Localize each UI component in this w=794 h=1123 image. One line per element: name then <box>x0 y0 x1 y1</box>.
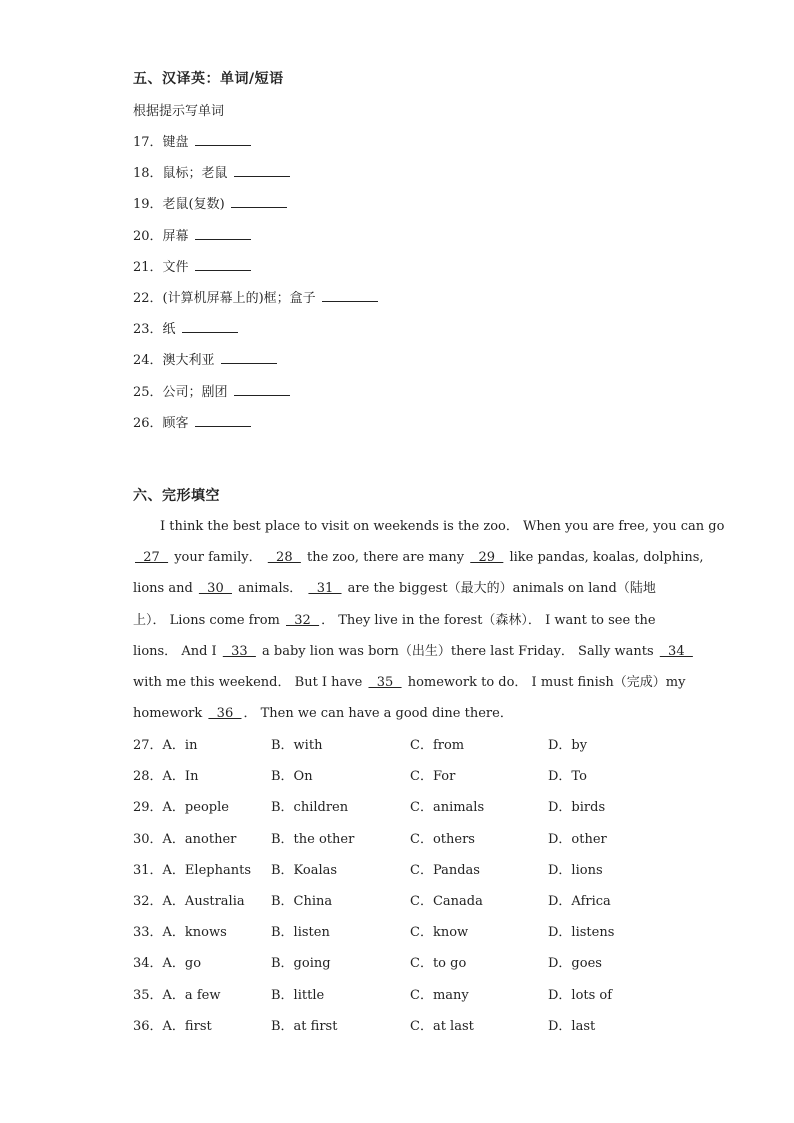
answer-option[interactable]: C．Canada <box>410 894 483 909</box>
answer-option[interactable]: 36．A．first <box>133 1018 212 1034</box>
question-row <box>133 1015 663 1034</box>
cloze-blank[interactable]: 33 <box>222 643 256 659</box>
vocab-prompt: 21．文件 <box>133 259 189 275</box>
answer-option[interactable]: C．others <box>410 831 475 847</box>
answer-option[interactable]: B．On <box>271 769 313 785</box>
question-row <box>133 765 663 785</box>
vocab-item <box>133 381 290 400</box>
cloze-blank[interactable]: 35 <box>368 675 402 690</box>
passage-line <box>133 546 704 566</box>
answer-option[interactable]: 31．A．Elephants <box>133 862 251 878</box>
section-6-title: 六、完形填空 <box>133 488 220 504</box>
answer-option[interactable]: 34．A．go <box>133 956 202 972</box>
question-row <box>133 984 663 1003</box>
answer-blank[interactable] <box>195 414 251 427</box>
answer-blank[interactable] <box>221 351 277 364</box>
vocab-item <box>133 318 238 337</box>
vocab-prompt: 25．公司；剧团 <box>133 384 228 400</box>
answer-blank[interactable] <box>182 320 238 333</box>
passage-text: are the biggest（最大的）animals on land（陆地 <box>343 581 656 597</box>
cloze-blank[interactable]: 31 <box>308 581 342 597</box>
passage-text: ． They live in the forest（森林）． I want to see the <box>321 612 656 628</box>
passage-text: homework <box>133 706 207 722</box>
vocab-prompt: 23．纸 <box>133 322 176 338</box>
cloze-blank[interactable]: 36 <box>208 706 242 722</box>
question-row <box>133 859 663 878</box>
question-row <box>133 828 663 847</box>
passage-line <box>133 577 663 596</box>
answer-option[interactable]: D．lions <box>548 862 603 878</box>
answer-option[interactable]: B．with <box>271 738 323 753</box>
answer-option[interactable]: 28．A．In <box>133 769 199 785</box>
answer-option[interactable]: D．other <box>548 831 607 847</box>
answer-option[interactable]: B．the other <box>271 831 355 847</box>
vocab-item <box>133 287 378 306</box>
answer-option[interactable]: C．For <box>410 769 456 785</box>
vocab-item <box>133 256 251 275</box>
answer-option[interactable]: D．lots of <box>548 987 613 1003</box>
answer-blank[interactable] <box>234 164 290 177</box>
passage-line <box>133 671 686 690</box>
vocab-item <box>133 225 251 244</box>
question-row <box>133 890 663 909</box>
answer-option[interactable]: B．little <box>271 987 325 1003</box>
answer-option[interactable]: B．listen <box>271 925 330 941</box>
answer-option[interactable]: C．at last <box>410 1018 474 1034</box>
answer-option[interactable]: 29．A．people <box>133 800 229 816</box>
passage-text: a baby lion was born（出生）there last Friday． Sally wants <box>257 643 658 659</box>
answer-option[interactable]: B．at first <box>271 1018 338 1034</box>
answer-option[interactable]: 32．A．Australia <box>133 894 245 909</box>
answer-option[interactable]: B．China <box>271 894 333 909</box>
vocab-prompt: 17．键盘 <box>133 135 189 150</box>
answer-blank[interactable] <box>231 195 287 208</box>
answer-option[interactable]: B．Koalas <box>271 862 338 878</box>
answer-option[interactable]: 30．A．another <box>133 831 237 847</box>
vocab-item <box>133 193 287 212</box>
question-row <box>133 952 663 972</box>
vocab-prompt: 24．澳大利亚 <box>133 353 215 369</box>
vocab-prompt: 19．老鼠(复数) <box>133 197 225 213</box>
answer-blank[interactable] <box>195 133 251 146</box>
answer-option[interactable]: C．know <box>410 925 469 941</box>
vocab-item <box>133 412 251 431</box>
answer-option[interactable]: 33．A．knows <box>133 925 227 941</box>
answer-option[interactable]: 27．A．in <box>133 738 198 753</box>
cloze-blank[interactable]: 29 <box>470 550 504 566</box>
answer-option[interactable]: C．many <box>410 987 469 1003</box>
passage-text: the zoo, there are many <box>302 550 469 566</box>
passage-text: your family． <box>170 550 266 566</box>
answer-option[interactable]: B．going <box>271 956 331 972</box>
answer-blank[interactable] <box>322 289 378 302</box>
vocab-item <box>133 162 290 181</box>
passage-text: homework to do． I must finish（完成）my <box>403 675 686 690</box>
answer-option[interactable]: C．animals <box>410 800 485 816</box>
passage-text: ． Then we can have a good dine there． <box>243 706 513 722</box>
passage-line <box>160 515 725 534</box>
question-row <box>133 921 663 941</box>
answer-option[interactable]: D．To <box>548 769 587 785</box>
answer-option[interactable]: D．last <box>548 1018 596 1034</box>
cloze-blank[interactable]: 30 <box>198 581 232 597</box>
passage-text: like pandas, koalas, dolphins, <box>505 550 704 566</box>
answer-option[interactable]: D．listens <box>548 925 615 941</box>
answer-blank[interactable] <box>195 258 251 271</box>
passage-line <box>133 702 663 721</box>
cloze-blank[interactable]: 28 <box>267 550 301 566</box>
answer-option[interactable]: C．Pandas <box>410 862 480 878</box>
vocab-prompt: 18．鼠标；老鼠 <box>133 166 228 182</box>
vocab-item <box>133 349 277 368</box>
question-row <box>133 734 663 753</box>
section-5-instruction: 根据提示写单词 <box>133 104 225 119</box>
passage-text: I think the best place to visit on weekends is the zoo． When you are free, you can go <box>160 519 725 534</box>
answer-option[interactable]: 35．A．a few <box>133 987 221 1003</box>
answer-option[interactable]: D．birds <box>548 800 606 816</box>
passage-text: lions and <box>133 581 197 597</box>
cloze-blank[interactable]: 27 <box>135 550 169 566</box>
section-5-title: 五、汉译英：单词/短语 <box>133 71 284 87</box>
answer-option[interactable]: D．Africa <box>548 894 611 909</box>
answer-option[interactable]: D．by <box>548 738 588 753</box>
answer-option[interactable]: C．from <box>410 738 465 753</box>
cloze-blank[interactable]: 32 <box>286 612 320 628</box>
vocab-item <box>133 131 251 150</box>
answer-blank[interactable] <box>234 383 290 396</box>
passage-text: 上）． Lions come from <box>133 612 284 628</box>
question-row <box>133 796 663 816</box>
answer-blank[interactable] <box>195 227 251 240</box>
passage-text: with me this weekend． But I have <box>133 675 367 690</box>
vocab-prompt: 20．屏幕 <box>133 228 189 244</box>
answer-option[interactable]: B．children <box>271 800 349 816</box>
passage-text: animals． <box>233 581 307 597</box>
answer-option[interactable]: C．to go <box>410 956 467 972</box>
passage-line <box>133 640 693 659</box>
vocab-prompt: 22．(计算机屏幕上的)框；盒子 <box>133 291 316 306</box>
vocab-prompt: 26．顾客 <box>133 415 189 431</box>
passage-text: lions． And I <box>133 643 221 659</box>
answer-option[interactable]: D．goes <box>548 956 602 972</box>
cloze-blank[interactable]: 34 <box>659 643 693 659</box>
passage-line <box>133 609 663 628</box>
